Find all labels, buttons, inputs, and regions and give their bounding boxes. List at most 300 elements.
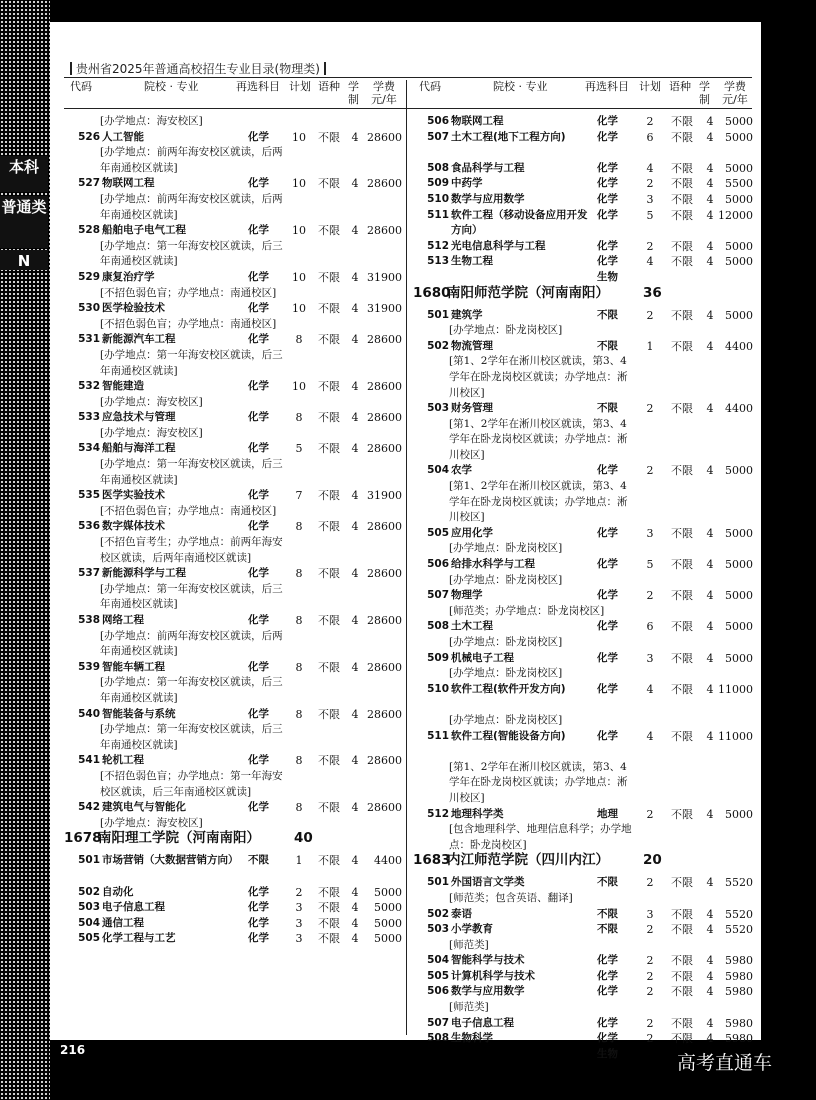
major-note: [办学地点：卧龙岗校区] [449,636,563,648]
col-language: 语种 [669,80,691,93]
major-note: [办学地点：第一年海安校区就读，后三年南通校区就读] [100,582,283,611]
major-subject: 化学 [248,901,269,914]
major-language: 不限 [318,660,340,674]
major-language: 不限 [318,854,340,868]
major-subject: 化学 [597,239,618,252]
major-subject: 化学 [248,489,269,502]
major-code: 503 [427,402,449,415]
major-code: 537 [78,567,100,580]
major-language: 不限 [318,177,340,191]
major-fee: 5000 [725,115,753,128]
major-name: 光电信息科学与工程 [451,239,546,252]
major-subject: 化学 [248,614,269,626]
major-fee: 28600 [367,442,402,456]
major-fee: 5000 [725,239,753,253]
major-years: 4 [706,239,714,253]
major-language: 不限 [318,270,340,284]
major-name: 机械电子工程 [451,651,514,664]
column-header-rule [64,108,752,109]
major-fee: 5520 [725,876,753,890]
major-fee: 5500 [725,177,753,191]
major-note: [师范类] [449,1001,489,1014]
major-row [415,254,755,285]
major-subject: 化学 [597,954,618,967]
major-plan: 4 [646,682,654,696]
university-heading [415,286,755,308]
major-fee: 28600 [367,660,402,674]
major-language: 不限 [318,411,340,425]
major-name: 智能建造 [102,380,144,393]
major-row [66,441,402,457]
major-subject: 不限 [597,907,618,920]
major-code: 503 [78,901,100,914]
major-row [415,208,755,239]
major-subject: 不限 [597,339,618,352]
major-name: 轮机工程 [102,754,144,767]
right-column [415,114,755,1062]
major-subject: 化学 [597,969,618,982]
major-language: 不限 [671,682,693,696]
major-code: 532 [78,380,100,393]
major-code: 504 [427,464,449,477]
col-language: 语种 [318,80,340,93]
major-years: 4 [706,177,714,191]
university-code: 1678 [64,830,102,847]
major-language: 不限 [318,302,340,316]
major-row [415,907,755,923]
major-years: 4 [351,302,359,316]
major-fee: 5000 [725,526,753,540]
major-fee: 12000 [718,208,753,222]
university-plan-total: 36 [643,284,662,301]
major-language: 不限 [318,885,340,899]
major-years: 4 [706,115,714,128]
major-fee: 28600 [367,411,402,425]
major-years: 4 [706,161,714,175]
major-years: 4 [351,901,359,915]
major-row [415,922,755,938]
major-language: 不限 [671,1016,693,1030]
major-language: 不限 [671,954,693,968]
major-fee: 5980 [725,985,753,999]
major-subject: 化学 [597,177,618,190]
major-fee: 28600 [367,801,402,815]
major-name: 物理学 [451,589,483,602]
major-row [415,192,755,208]
major-subject: 化学 [597,558,618,571]
major-years: 4 [351,442,359,456]
major-plan: 5 [295,442,303,456]
major-note: [师范类；办学地点：卧龙岗校区] [449,604,605,617]
major-plan: 3 [295,901,303,915]
major-plan: 2 [646,876,654,890]
major-row [415,1016,755,1032]
col-plan: 计划 [289,80,311,93]
major-code: 507 [427,1016,449,1029]
major-years: 4 [351,489,359,503]
major-fee: 5000 [725,161,753,175]
university-name: 南阳师范学院（河南南阳） [447,284,609,301]
major-subject: 化学生物 [597,1032,618,1060]
major-fee: 11000 [718,682,753,696]
major-fee: 31900 [367,489,402,503]
major-row [66,301,402,317]
major-plan: 2 [646,1016,654,1030]
major-language: 不限 [318,901,340,915]
major-subject: 化学 [597,620,618,633]
major-row [415,651,755,667]
major-code: 526 [78,130,100,143]
major-subject: 化学 [248,707,269,720]
major-name: 数学与应用数学 [451,192,525,205]
major-fee: 5000 [725,464,753,478]
major-plan: 4 [646,255,654,269]
major-name: 物联网工程 [102,177,155,190]
major-years: 4 [706,1032,714,1046]
major-subject: 不限 [597,876,618,889]
header-bar-left [70,62,72,75]
major-note: [办学地点：卧龙岗校区] [449,573,563,586]
major-name: 电子信息工程 [451,1016,514,1029]
major-years: 4 [351,224,359,238]
major-note: [办学地点：海安校区] [100,816,203,829]
major-plan: 3 [295,916,303,930]
major-code: 510 [427,192,449,205]
major-row [415,526,755,542]
major-plan: 8 [295,567,303,581]
major-years: 4 [351,707,359,721]
major-code: 534 [78,442,100,455]
major-code: 505 [78,932,100,945]
major-subject: 化学 [248,442,269,455]
major-name: 新能源汽车工程 [102,333,176,346]
major-name: 化学工程与工艺 [102,932,176,945]
major-code: 535 [78,489,100,502]
major-years: 4 [351,567,359,581]
major-years: 4 [706,651,714,665]
major-subject: 化学 [597,682,618,695]
side-tab-undergrad: 本科 [0,156,48,192]
major-subject: 化学 [597,729,618,742]
major-subject: 化学 [248,333,269,346]
major-code: 540 [78,707,100,720]
university-name: 内江师范学院（四川内江） [447,852,609,869]
major-years: 4 [351,380,359,394]
major-code: 507 [427,589,449,602]
major-name: 通信工程 [102,916,144,929]
major-row [415,729,755,760]
major-subject: 化学 [597,985,618,998]
major-row [66,566,402,582]
major-fee: 5000 [374,932,402,946]
major-row [415,682,755,713]
major-language: 不限 [318,520,340,534]
major-fee: 5000 [374,916,402,930]
major-language: 不限 [671,969,693,983]
major-years: 4 [706,589,714,603]
major-years: 4 [351,177,359,191]
major-row [66,800,402,816]
major-subject: 化学 [248,411,269,424]
major-fee: 28600 [367,520,402,534]
major-row [415,176,755,192]
major-row [66,519,402,535]
page-number: 216 [60,1043,86,1057]
major-subject: 化学 [248,885,269,898]
major-code: 508 [427,620,449,633]
major-name: 人工智能 [102,130,144,143]
major-language: 不限 [318,932,340,946]
col-subject: 再选科目 [585,80,629,93]
major-name: 给排水科学与工程 [451,558,535,571]
major-subject: 化学 [248,177,269,190]
major-plan: 8 [295,707,303,721]
major-plan: 10 [292,130,306,144]
major-plan: 2 [646,115,654,128]
major-note: [办学地点：第一年海安校区就读，后三年南通校区就读] [100,239,283,268]
major-note: [不招色弱色盲；办学地点：第一年海安校区就读，后三年南通校区就读] [100,769,283,798]
major-note: [不招色盲考生；办学地点：前两年海安校区就读，后两年南通校区就读] [100,536,283,564]
major-years: 4 [706,464,714,478]
major-code: 530 [78,302,100,315]
major-language: 不限 [671,208,693,222]
major-row [415,463,755,479]
major-name: 数学与应用数学 [451,985,525,998]
major-language: 不限 [671,620,693,634]
major-row [66,176,402,192]
major-code: 506 [427,985,449,998]
major-note: [师范类；包含英语、翻译] [449,891,573,904]
major-row [415,308,755,324]
major-years: 4 [706,255,714,269]
major-code: 504 [427,954,449,967]
major-fee: 4400 [374,854,402,868]
major-fee: 5520 [725,907,753,921]
major-code: 513 [427,255,449,268]
major-fee: 5000 [725,620,753,634]
major-fee: 31900 [367,270,402,284]
major-subject: 化学 [597,161,618,174]
major-row [66,613,402,629]
major-note: [师范类] [449,938,489,951]
major-name: 应急技术与管理 [102,411,176,424]
major-fee: 5000 [725,589,753,603]
header-bar-right [324,62,326,75]
major-subject: 化学 [248,916,269,929]
major-row [66,885,402,901]
major-code: 509 [427,177,449,190]
major-name: 农学 [451,464,472,477]
major-code: 503 [427,923,449,936]
major-note: [不招色弱色盲；办学地点：南通校区] [100,504,277,517]
major-name: 新能源科学与工程 [102,567,186,580]
major-subject: 化学 [597,464,618,477]
major-years: 4 [706,130,714,144]
major-row [415,969,755,985]
major-years: 4 [706,192,714,206]
major-language: 不限 [671,589,693,603]
major-plan: 2 [646,308,654,322]
major-plan: 2 [646,807,654,821]
major-row [66,332,402,348]
major-row [66,410,402,426]
major-language: 不限 [671,526,693,540]
major-name: 生物工程 [451,255,493,268]
major-note: [办学地点：第一年海安校区就读，后三年南通校区就读] [100,723,283,751]
major-years: 4 [351,614,359,627]
major-code: 508 [427,161,449,174]
major-fee: 28600 [367,707,402,721]
major-subject: 化学 [248,520,269,533]
major-row [66,707,402,723]
major-fee: 11000 [718,729,753,743]
university-code: 1680 [413,284,451,301]
major-language: 不限 [671,239,693,253]
major-row [66,130,402,146]
major-language: 不限 [671,177,693,191]
major-years: 4 [706,208,714,222]
major-row [415,161,755,177]
major-subject: 化学 [597,115,618,127]
major-language: 不限 [671,339,693,353]
major-note: [办学地点：海安校区] [100,115,203,127]
major-code: 529 [78,270,100,283]
major-row [66,853,402,884]
watermark: 高考直通车 [677,1052,773,1074]
major-note: [办学地点：前两年海安校区就读，后两年南通校区就读] [100,192,283,221]
major-note: [办学地点：海安校区] [100,395,203,408]
major-plan: 2 [646,177,654,191]
page-header [66,60,330,77]
major-row [415,953,755,969]
major-language: 不限 [318,707,340,721]
major-code: 512 [427,239,449,252]
major-row [415,239,755,255]
major-code: 501 [427,308,449,321]
major-plan: 2 [646,464,654,478]
major-subject: 化学 [248,932,269,945]
col-code: 代码 [70,80,92,93]
major-years: 4 [351,754,359,768]
major-subject: 地理 [597,807,618,820]
major-fee: 5000 [725,558,753,572]
major-subject: 化学 [597,130,618,143]
major-plan: 8 [295,801,303,815]
major-language: 不限 [671,402,693,416]
major-language: 不限 [671,807,693,821]
col-years: 学制 [348,80,359,106]
major-years: 4 [706,526,714,540]
col-fee: 学费元/年 [371,80,397,106]
major-years: 4 [706,807,714,821]
major-plan: 4 [646,729,654,743]
major-plan: 2 [646,969,654,983]
major-name: 康复治疗学 [102,270,155,283]
major-code: 533 [78,411,100,424]
major-subject: 化学 [248,660,269,673]
major-subject: 化学 [248,380,269,393]
major-subject: 化学 [248,567,269,580]
major-years: 4 [706,402,714,416]
major-note: [第1、2学年在淅川校区就读，第3、4学年在卧龙岗校区就读；办学地点：淅川校区] [449,417,628,461]
university-code: 1683 [413,852,451,869]
major-row [415,130,755,161]
major-code: 511 [427,208,449,221]
major-fee: 28600 [367,224,402,238]
major-note: [不招色弱色盲；办学地点：南通校区] [100,317,277,330]
major-language: 不限 [671,308,693,322]
major-name: 软件工程(智能设备方向) [451,729,566,742]
major-years: 4 [706,729,714,743]
major-plan: 3 [646,907,654,921]
major-years: 4 [706,620,714,634]
university-plan-total: 40 [294,830,313,847]
major-subject: 化学 [248,754,269,767]
major-code: 538 [78,614,100,626]
major-years: 4 [706,308,714,322]
major-language: 不限 [318,916,340,930]
major-years: 4 [351,270,359,284]
major-fee: 5000 [725,130,753,144]
major-name: 软件工程(软件开发方向) [451,682,566,695]
university-heading [415,853,755,875]
major-plan: 10 [292,270,306,284]
major-code: 531 [78,333,100,346]
major-fee: 28600 [367,333,402,347]
major-plan: 2 [646,239,654,253]
major-plan: 10 [292,380,306,394]
major-row [66,223,402,239]
major-name: 物联网工程 [451,115,504,127]
major-plan: 1 [295,854,303,868]
major-row [415,984,755,1000]
major-name: 建筑学 [451,308,483,321]
major-language: 不限 [318,801,340,815]
side-tab-general: 普通类 [0,196,48,248]
major-note: [包含地理科学、地理信息科学；办学地点：卧龙岗校区] [449,823,632,851]
major-subject: 化学 [597,208,618,221]
major-years: 4 [706,339,714,353]
major-plan: 2 [646,1032,654,1046]
major-fee: 28600 [367,567,402,581]
major-plan: 2 [295,885,303,899]
major-fee: 5980 [725,969,753,983]
major-fee: 5980 [725,954,753,968]
major-plan: 2 [646,589,654,603]
major-plan: 5 [646,208,654,222]
major-row [415,875,755,891]
major-years: 4 [351,333,359,347]
major-subject: 化学生物 [597,255,618,283]
major-language: 不限 [671,729,693,743]
major-row [415,557,755,573]
major-row [66,270,402,286]
major-language: 不限 [318,130,340,144]
major-name: 小学教育 [451,923,493,936]
major-plan: 7 [295,489,303,503]
major-note: [办学地点：卧龙岗校区] [449,324,563,337]
major-years: 4 [351,520,359,534]
major-language: 不限 [671,651,693,665]
major-years: 4 [351,130,359,144]
major-row [415,807,755,823]
major-name: 船舶与海洋工程 [102,442,176,455]
major-language: 不限 [671,876,693,890]
major-fee: 28600 [367,754,402,768]
major-years: 4 [706,907,714,921]
major-name: 网络工程 [102,614,144,626]
major-language: 不限 [318,224,340,238]
